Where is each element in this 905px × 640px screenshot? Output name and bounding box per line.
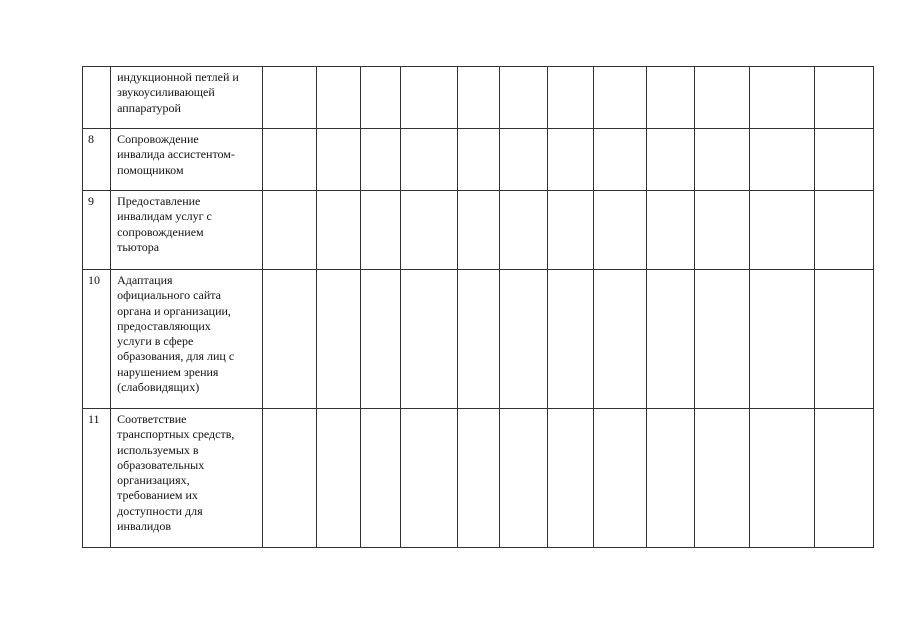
empty-cell — [262, 191, 316, 270]
empty-cell — [316, 129, 360, 191]
row-number-cell: 11 — [83, 409, 111, 548]
empty-cell — [316, 270, 360, 409]
empty-cell — [695, 270, 750, 409]
empty-cell — [316, 67, 360, 129]
empty-cell — [458, 191, 499, 270]
empty-cell — [750, 129, 814, 191]
empty-cell — [316, 191, 360, 270]
empty-cell — [647, 191, 695, 270]
empty-cell — [547, 270, 593, 409]
empty-cell — [814, 67, 873, 129]
description-line: сопровождением — [117, 224, 204, 239]
empty-cell — [647, 129, 695, 191]
empty-cell — [695, 409, 750, 548]
empty-cell — [593, 409, 646, 548]
description-line: используемых в — [117, 442, 199, 457]
description-line: индукционной петлей и — [117, 70, 239, 84]
empty-cell — [361, 67, 401, 129]
table-row — [83, 409, 874, 548]
description-line: аппаратурой — [117, 100, 181, 115]
description-line: доступности для — [117, 503, 203, 518]
empty-cell — [458, 129, 499, 191]
empty-cell — [499, 270, 547, 409]
empty-cell — [401, 270, 458, 409]
empty-cell — [750, 409, 814, 548]
row-number-cell: 10 — [83, 270, 111, 409]
row-number-cell: 8 — [83, 129, 111, 191]
empty-cell — [458, 270, 499, 409]
description-line: органа и организации, — [117, 303, 231, 318]
description-line: звукоусиливающей — [117, 85, 215, 100]
empty-cell — [593, 67, 646, 129]
table-row — [83, 67, 874, 129]
description-line: официального сайта — [117, 288, 222, 303]
empty-cell — [695, 191, 750, 270]
row-description-cell — [111, 129, 263, 191]
empty-cell — [316, 409, 360, 548]
empty-cell — [262, 67, 316, 129]
empty-cell — [750, 191, 814, 270]
row-number-cell — [83, 67, 111, 129]
document-table — [82, 66, 874, 548]
empty-cell — [814, 409, 873, 548]
empty-cell — [647, 67, 695, 129]
description-line: инвалида ассистентом- — [117, 147, 235, 162]
row-description-cell — [111, 270, 263, 409]
empty-cell — [499, 191, 547, 270]
empty-cell — [361, 191, 401, 270]
empty-cell — [499, 129, 547, 191]
empty-cell — [814, 191, 873, 270]
empty-cell — [547, 67, 593, 129]
description-line: помощником — [117, 162, 184, 177]
empty-cell — [401, 409, 458, 548]
description-line: образования, для лиц с — [117, 349, 235, 364]
empty-cell — [458, 67, 499, 129]
empty-cell — [647, 409, 695, 548]
empty-cell — [814, 270, 873, 409]
row-number-cell: 9 — [83, 191, 111, 270]
empty-cell — [647, 270, 695, 409]
table-row — [83, 191, 874, 270]
empty-cell — [695, 67, 750, 129]
empty-cell — [401, 191, 458, 270]
empty-cell — [361, 129, 401, 191]
empty-cell — [361, 409, 401, 548]
description-line: требованием их — [117, 488, 198, 503]
description-line: инвалидов — [117, 519, 172, 534]
description-line: тьютора — [117, 239, 160, 254]
empty-cell — [262, 129, 316, 191]
description-line: инвалидам услуг с — [117, 209, 212, 224]
table-body — [83, 67, 874, 548]
empty-cell — [547, 191, 593, 270]
row-description-cell — [111, 409, 263, 548]
empty-cell — [547, 409, 593, 548]
empty-cell — [593, 270, 646, 409]
description-line: Соответствие — [117, 412, 187, 426]
description-line: услуги в сфере — [117, 334, 194, 349]
empty-cell — [458, 409, 499, 548]
description-line: Адаптация — [117, 273, 173, 287]
description-line: образовательных — [117, 457, 205, 472]
description-line: нарушением зрения — [117, 364, 219, 379]
table-row — [83, 270, 874, 409]
empty-cell — [499, 67, 547, 129]
empty-cell — [750, 270, 814, 409]
description-line: (слабовидящих) — [117, 380, 200, 395]
empty-cell — [401, 129, 458, 191]
description-line: предоставляющих — [117, 318, 211, 333]
empty-cell — [262, 270, 316, 409]
empty-cell — [361, 270, 401, 409]
row-description-cell — [111, 191, 263, 270]
description-line: организациях, — [117, 473, 190, 488]
empty-cell — [695, 129, 750, 191]
empty-cell — [401, 67, 458, 129]
empty-cell — [814, 129, 873, 191]
empty-cell — [593, 191, 646, 270]
description-line: Сопровождение — [117, 132, 199, 146]
empty-cell — [750, 67, 814, 129]
empty-cell — [499, 409, 547, 548]
empty-cell — [547, 129, 593, 191]
description-line: транспортных средств, — [117, 427, 235, 442]
table-row — [83, 129, 874, 191]
empty-cell — [262, 409, 316, 548]
description-line: Предоставление — [117, 194, 201, 208]
empty-cell — [593, 129, 646, 191]
row-description-cell — [111, 67, 263, 129]
